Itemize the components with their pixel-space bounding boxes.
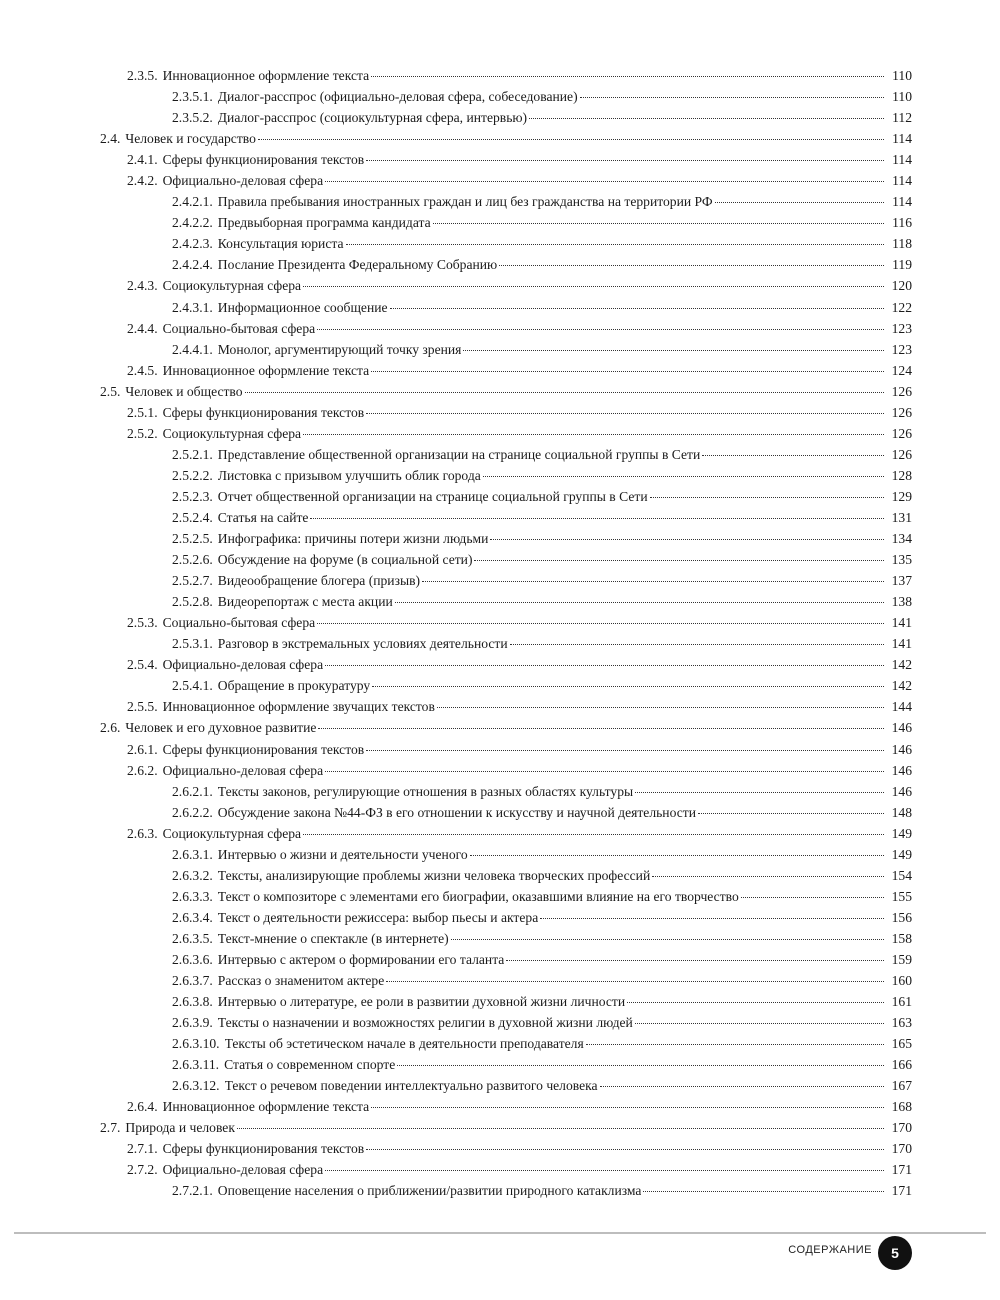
toc-entry-number: 2.7.2. [127,1162,158,1178]
toc-entry-number: 2.6.3.11. [172,1057,220,1073]
toc-entry-page: 167 [891,1078,912,1094]
toc-entry [100,570,912,591]
toc-entry [100,486,912,507]
toc-entry-page: 131 [891,509,912,525]
toc-entry [100,696,912,717]
toc-entry [100,191,912,212]
toc-entry-page: 118 [892,236,912,252]
toc-leader-dots [483,475,884,477]
toc-entry-title: Интервью с актером о формировании его таланта [217,951,505,967]
toc-entry-title: Сферы функционирования текстов [162,152,365,168]
toc-entry-title: Листовка с призывом улучшить облик города [217,467,481,483]
toc-entry-number: 2.3.5.1. [172,89,213,105]
toc-entry [100,1075,912,1096]
toc-entry-title: Рассказ о знаменитом актере [217,973,385,989]
toc-entry-title: Официально-деловая сфера [162,657,324,673]
table-of-contents [100,65,912,1202]
toc-leader-dots [600,1085,884,1087]
toc-entry-number: 2.4.3.1. [172,299,213,315]
toc-entry-title: Тексты о назначении и возможностях религии в духовной жизни людей [217,1015,633,1031]
toc-entry [100,149,912,170]
toc-leader-dots [303,433,884,435]
toc-entry-page: 142 [891,657,912,673]
toc-entry-page: 114 [892,152,912,168]
toc-entry-page: 141 [891,636,912,652]
toc-leader-dots [325,1169,884,1171]
toc-entry-title: Интервью о жизни и деятельности ученого [217,846,468,862]
toc-entry-page: 146 [891,762,912,778]
toc-entry-number: 2.4.2.2. [172,215,213,231]
toc-entry-title: Разговор в экстремальных условиях деятельности [217,636,508,652]
toc-entry-title: Человек и государство [125,131,256,147]
toc-entry-title: Тексты, анализирующие проблемы жизни человека творческих профессий [217,867,651,883]
toc-entry-number: 2.3.5.2. [172,110,213,126]
toc-entry [100,1180,912,1201]
toc-entry-number: 2.6.2. [127,762,158,778]
toc-leader-dots [635,791,884,793]
toc-leader-dots [422,580,884,582]
toc-entry-page: 163 [891,1015,912,1031]
toc-entry [100,781,912,802]
toc-entry-page: 170 [891,1141,912,1157]
toc-entry-title: Социокультурная сфера [162,425,302,441]
toc-entry-number: 2.5.5. [127,699,158,715]
toc-entry [100,717,912,738]
toc-entry [100,339,912,360]
toc-entry-title: Природа и человек [125,1120,235,1136]
toc-entry-title: Инновационное оформление текста [162,68,370,83]
toc-leader-dots [506,959,884,961]
toc-entry-title: Социокультурная сфера [162,278,302,294]
toc-entry-title: Инфографика: причины потери жизни людьми [217,531,489,547]
toc-entry [100,844,912,865]
toc-entry-title: Текст-мнение о спектакле (в интернете) [217,930,449,946]
toc-leader-dots [470,854,884,856]
toc-entry-title: Обращение в прокуратуру [217,678,371,694]
toc-entry-number: 2.4.2. [127,173,158,189]
toc-entry-title: Официально-деловая сфера [162,1162,324,1178]
toc-entry [100,760,912,781]
toc-entry-number: 2.4.2.3. [172,236,213,252]
toc-entry-title: Тексты об эстетическом начале в деятельности преподавателя [224,1036,584,1052]
toc-entry-page: 134 [891,531,912,547]
toc-entry-number: 2.6.2.1. [172,783,213,799]
toc-entry [100,465,912,486]
toc-entry-number: 2.5.2.5. [172,531,213,547]
toc-entry [100,444,912,465]
toc-entry-page: 137 [891,573,912,589]
toc-leader-dots [510,643,884,645]
toc-entry-number: 2.4.4.1. [172,341,213,357]
toc-entry-number: 2.6.2.2. [172,804,213,820]
toc-leader-dots [237,1127,884,1129]
toc-entry-title: Инновационное оформление текста [162,1099,370,1115]
toc-entry-title: Официально-деловая сфера [162,173,324,189]
toc-entry-title: Предвыборная программа кандидата [217,215,431,231]
toc-entry-page: 110 [892,68,912,83]
toc-entry-page: 126 [891,425,912,441]
toc-entry-title: Обсуждение закона №44-ФЗ в его отношении к искусству и научной деятельности [217,804,696,820]
toc-entry-title: Интервью о литературе, ее роли в развитии духовной жизни личности [217,994,626,1010]
toc-entry [100,633,912,654]
toc-entry-page: 126 [891,383,912,399]
toc-leader-dots [371,370,884,372]
toc-entry-title: Монолог, аргументирующий точку зрения [217,341,462,357]
toc-entry-page: 126 [891,404,912,420]
toc-entry [100,212,912,233]
toc-entry-number: 2.6.3.4. [172,909,213,925]
toc-entry [100,254,912,275]
toc-leader-dots [371,1106,884,1108]
toc-entry-number: 2.5.3. [127,615,158,631]
toc-leader-dots [474,559,884,561]
toc-entry-page: 148 [891,804,912,820]
toc-leader-dots [635,1022,884,1024]
toc-entry-title: Обсуждение на форуме (в социальной сети) [217,552,473,568]
toc-entry-title: Видеорепортаж с места акции [217,594,393,610]
toc-entry [100,591,912,612]
toc-entry-page: 120 [891,278,912,294]
toc-leader-dots [580,96,884,98]
toc-entry-page: 154 [891,867,912,883]
toc-leader-dots [258,138,884,140]
toc-entry-page: 126 [891,446,912,462]
toc-entry-number: 2.6.3.5. [172,930,213,946]
page-number-badge: 5 [878,1236,912,1270]
toc-entry [100,823,912,844]
toc-entry-number: 2.5.3.1. [172,636,213,652]
toc-leader-dots [366,412,884,414]
toc-entry [100,402,912,423]
toc-entry-page: 141 [891,615,912,631]
toc-entry [100,65,912,86]
toc-entry [100,970,912,991]
toc-entry [100,128,912,149]
toc-entry-page: 142 [891,678,912,694]
toc-entry-number: 2.6.3.7. [172,973,213,989]
toc-entry-page: 112 [892,110,912,126]
toc-entry-number: 2.4.3. [127,278,158,294]
toc-leader-dots [433,222,884,224]
toc-entry-page: 149 [891,846,912,862]
toc-entry-title: Социально-бытовая сфера [162,615,316,631]
toc-entry-title: Представление общественной организации на странице социальной группы в Сети [217,446,701,462]
toc-entry-page: 146 [891,720,912,736]
toc-entry [100,528,912,549]
toc-entry [100,275,912,296]
toc-entry-number: 2.6.3. [127,825,158,841]
toc-entry-number: 2.5.2.1. [172,446,213,462]
toc-entry-title: Оповещение населения о приближении/развитии природного катаклизма [217,1183,642,1199]
toc-entry-page: 122 [891,299,912,315]
toc-entry-page: 165 [891,1036,912,1052]
toc-entry-number: 2.5.2.8. [172,594,213,610]
toc-leader-dots [702,454,884,456]
toc-entry-title: Статья о современном спорте [224,1057,396,1073]
toc-entry-title: Послание Президента Федеральному Собранию [217,257,498,273]
toc-entry-number: 2.5.2.3. [172,488,213,504]
toc-entry-number: 2.5.2.2. [172,467,213,483]
toc-entry-page: 161 [891,994,912,1010]
toc-entry-title: Социально-бытовая сфера [162,320,316,336]
toc-entry-page: 110 [892,89,912,105]
toc-entry-page: 123 [891,320,912,336]
toc-leader-dots [741,896,884,898]
toc-entry [100,886,912,907]
toc-entry-title: Статья на сайте [217,509,309,525]
toc-leader-dots [490,538,884,540]
toc-leader-dots [437,706,884,708]
toc-entry [100,507,912,528]
toc-leader-dots [529,117,884,119]
toc-entry [100,928,912,949]
toc-entry-title: Информационное сообщение [217,299,388,315]
toc-entry-page: 159 [891,951,912,967]
toc-entry [100,86,912,107]
toc-entry-title: Сферы функционирования текстов [162,1141,365,1157]
toc-entry-title: Диалог-расспрос (социокультурная сфера, интервью) [217,110,528,126]
toc-entry-number: 2.6.3.3. [172,888,213,904]
toc-entry-title: Видеообращение блогера (призыв) [217,573,421,589]
toc-leader-dots [650,496,884,498]
toc-entry-title: Официально-деловая сфера [162,762,324,778]
toc-entry-number: 2.5.2. [127,425,158,441]
toc-leader-dots [698,812,884,814]
toc-leader-dots [386,980,884,982]
toc-entry-number: 2.6.4. [127,1099,158,1115]
toc-entry-number: 2.5.2.6. [172,552,213,568]
toc-entry-page: 155 [891,888,912,904]
toc-entry-page: 166 [891,1057,912,1073]
toc-leader-dots [366,159,884,161]
toc-entry-page: 114 [892,131,912,147]
toc-entry-number: 2.4.2.1. [172,194,213,210]
toc-entry-number: 2.4.1. [127,152,158,168]
toc-entry-number: 2.5.2.7. [172,573,213,589]
toc-entry-title: Инновационное оформление текста [162,362,370,378]
toc-entry-number: 2.6.3.1. [172,846,213,862]
footer-divider [14,1232,986,1234]
toc-entry-number: 2.3.5. [127,68,158,83]
toc-entry-page: 149 [891,825,912,841]
toc-leader-dots [366,1148,884,1150]
toc-leader-dots [303,285,884,287]
toc-entry-title: Тексты законов, регулирующие отношения в разных областях культуры [217,783,634,799]
toc-entry-page: 171 [891,1183,912,1199]
toc-entry-number: 2.5.1. [127,404,158,420]
toc-leader-dots [317,328,884,330]
toc-entry-number: 2.5.4.1. [172,678,213,694]
toc-entry [100,949,912,970]
toc-leader-dots [317,622,884,624]
toc-entry [100,297,912,318]
toc-entry [100,1138,912,1159]
toc-leader-dots [397,1064,884,1066]
toc-entry-number: 2.6.3.2. [172,867,213,883]
toc-leader-dots [627,1001,884,1003]
toc-entry-page: 171 [891,1162,912,1178]
toc-leader-dots [390,307,884,309]
toc-entry-title: Человек и его духовное развитие [125,720,317,736]
toc-entry-number: 2.7. [100,1120,121,1136]
toc-entry-number: 2.4.4. [127,320,158,336]
toc-leader-dots [325,180,884,182]
toc-entry-title: Текст о речевом поведении интеллектуально развитого человека [224,1078,598,1094]
toc-entry [100,1033,912,1054]
toc-entry-number: 2.6.3.8. [172,994,213,1010]
toc-entry-page: 114 [892,173,912,189]
toc-entry [100,233,912,254]
toc-leader-dots [499,264,884,266]
toc-entry [100,318,912,339]
toc-entry-page: 135 [891,552,912,568]
toc-entry-number: 2.4.2.4. [172,257,213,273]
toc-entry-title: Консультация юриста [217,236,344,252]
toc-entry-number: 2.5. [100,383,121,399]
toc-entry [100,865,912,886]
toc-leader-dots [245,391,884,393]
footer-section-label: СОДЕРЖАНИЕ [788,1244,872,1256]
toc-entry [100,381,912,402]
toc-entry [100,360,912,381]
toc-entry [100,170,912,191]
toc-entry [100,1054,912,1075]
toc-entry [100,802,912,823]
toc-entry-title: Сферы функционирования текстов [162,404,365,420]
toc-entry [100,739,912,760]
toc-entry [100,612,912,633]
toc-entry-page: 144 [891,699,912,715]
toc-entry [100,907,912,928]
toc-leader-dots [303,833,884,835]
toc-entry-page: 138 [891,594,912,610]
toc-leader-dots [652,875,884,877]
toc-entry-title: Правила пребывания иностранных граждан и лиц без гражданства на территории РФ [217,194,713,210]
toc-entry [100,549,912,570]
toc-leader-dots [346,243,884,245]
toc-leader-dots [372,685,884,687]
toc-entry-page: 116 [892,215,912,231]
toc-entry-title: Инновационное оформление звучащих текстов [162,699,435,715]
toc-entry-page: 160 [891,973,912,989]
toc-entry-page: 124 [891,362,912,378]
toc-leader-dots [371,75,884,77]
toc-leader-dots [325,770,884,772]
toc-entry [100,1012,912,1033]
toc-entry-page: 128 [891,467,912,483]
toc-leader-dots [310,517,884,519]
toc-entry-number: 2.6.1. [127,741,158,757]
toc-entry-number: 2.4.5. [127,362,158,378]
toc-entry-page: 123 [891,341,912,357]
toc-entry [100,1159,912,1180]
toc-leader-dots [395,601,884,603]
toc-leader-dots [540,917,884,919]
toc-entry-number: 2.5.4. [127,657,158,673]
toc-leader-dots [451,938,884,940]
toc-entry-title: Текст о деятельности режиссера: выбор пьесы и актера [217,909,539,925]
toc-leader-dots [463,349,884,351]
toc-entry-page: 168 [891,1099,912,1115]
toc-entry-title: Человек и общество [125,383,243,399]
toc-entry [100,654,912,675]
toc-entry-page: 158 [891,930,912,946]
toc-leader-dots [586,1043,884,1045]
toc-entry [100,991,912,1012]
toc-entry-number: 2.6. [100,720,121,736]
toc-entry-number: 2.6.3.10. [172,1036,220,1052]
toc-entry-title: Текст о композиторе с элементами его биографии, оказавшими влияние на его творчество [217,888,739,904]
toc-entry-page: 170 [891,1120,912,1136]
toc-entry [100,675,912,696]
toc-entry-number: 2.7.2.1. [172,1183,213,1199]
toc-leader-dots [643,1190,884,1192]
toc-entry [100,423,912,444]
toc-entry-number: 2.6.3.6. [172,951,213,967]
toc-entry-page: 114 [892,194,912,210]
toc-entry [100,1117,912,1138]
toc-leader-dots [318,727,884,729]
toc-leader-dots [325,664,884,666]
toc-entry [100,1096,912,1117]
toc-entry-number: 2.5.2.4. [172,509,213,525]
toc-entry-title: Сферы функционирования текстов [162,741,365,757]
toc-entry-title: Отчет общественной организации на странице социальной группы в Сети [217,488,648,504]
toc-entry-page: 146 [891,741,912,757]
toc-entry-number: 2.4. [100,131,121,147]
toc-entry-page: 146 [891,783,912,799]
toc-leader-dots [715,201,884,203]
toc-entry-page: 119 [892,257,912,273]
toc-entry-number: 2.6.3.12. [172,1078,220,1094]
toc-leader-dots [366,749,884,751]
toc-entry-number: 2.6.3.9. [172,1015,213,1031]
toc-entry-title: Социокультурная сфера [162,825,302,841]
toc-entry [100,107,912,128]
toc-entry-page: 129 [891,488,912,504]
toc-entry-number: 2.7.1. [127,1141,158,1157]
toc-entry-page: 156 [891,909,912,925]
toc-entry-title: Диалог-расспрос (официально-деловая сфера, собеседование) [217,89,578,105]
